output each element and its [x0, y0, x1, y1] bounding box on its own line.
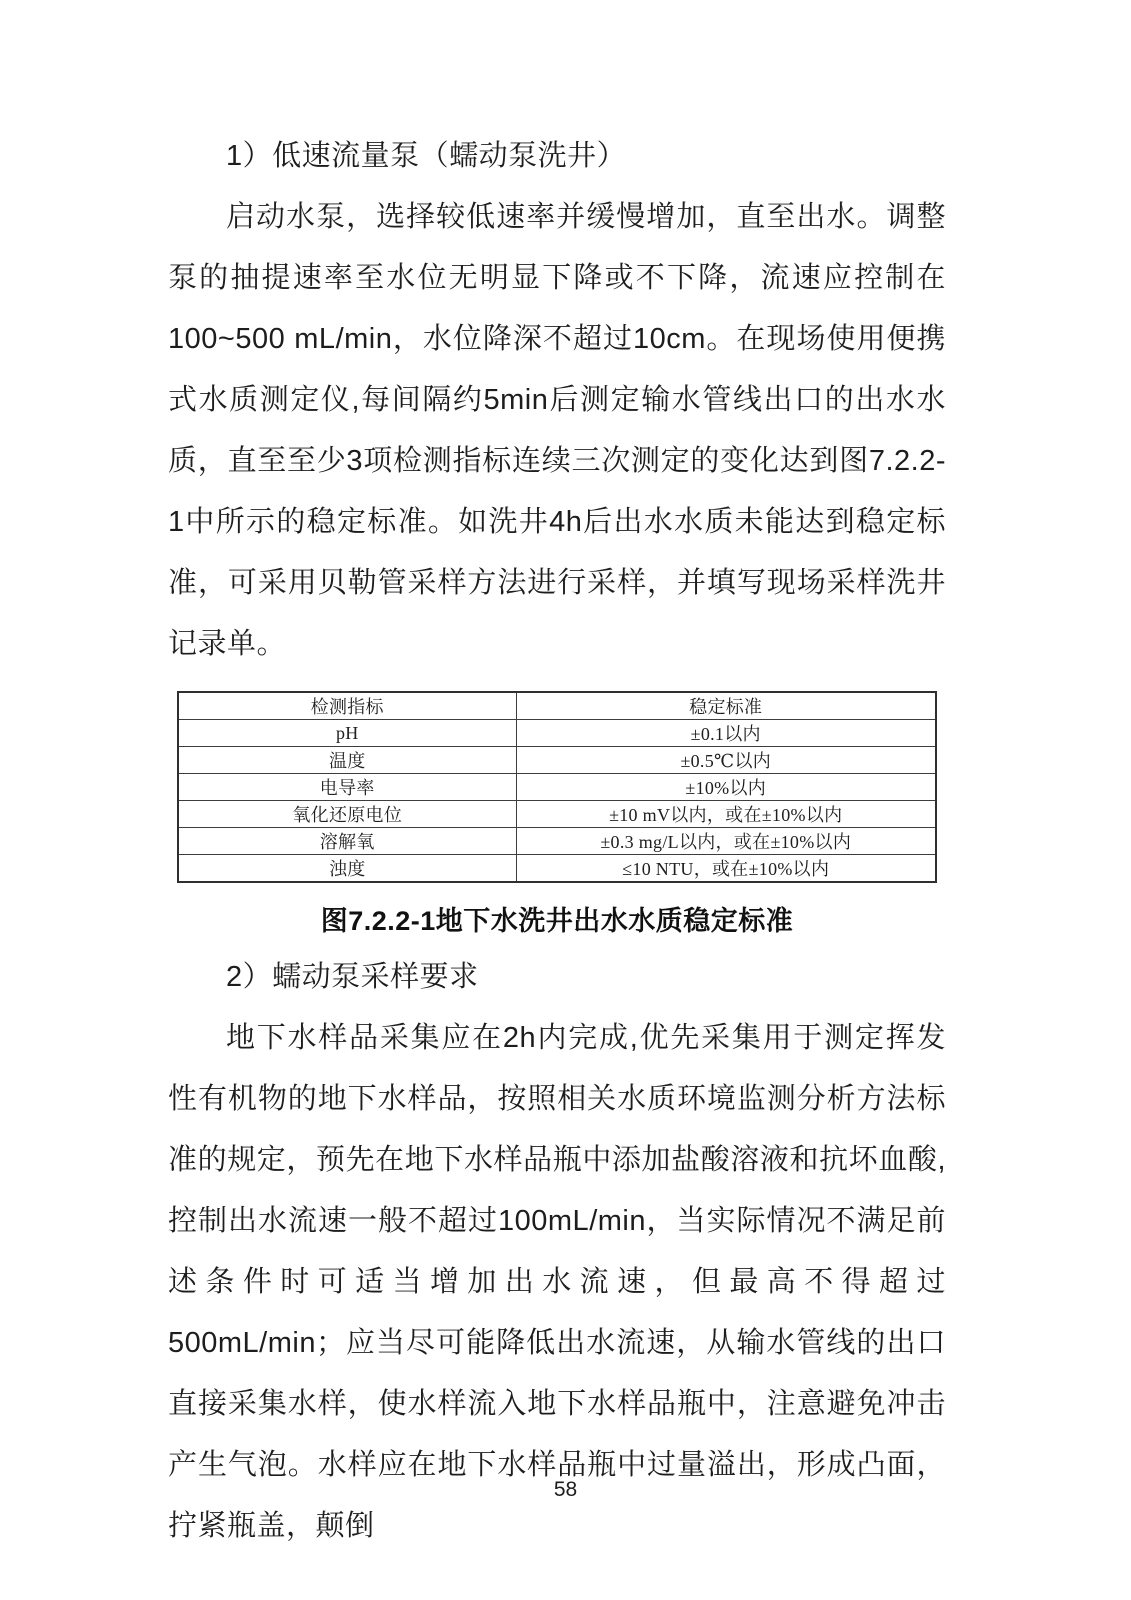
- section-heading-2: 2）蠕动泵采样要求: [226, 961, 479, 993]
- page-number: 58: [553, 1478, 578, 1501]
- table-row-dissolved-oxygen: [178, 828, 936, 855]
- standard-cell: ±10%以内: [516, 774, 936, 801]
- standard-cell: ±10 mV以内，或在±10%以内: [516, 801, 936, 828]
- standard-cell: ±0.5℃以内: [516, 747, 936, 774]
- table-caption: 图7.2.2-1地下水洗井出水水质稳定标准: [320, 906, 794, 936]
- table-row-temperature: [178, 747, 936, 774]
- table-row-orp: [178, 801, 936, 828]
- indicator-cell: 氧化还原电位: [178, 801, 516, 828]
- page-content: [168, 126, 946, 1557]
- table-row-turbidity: [178, 855, 936, 883]
- indicator-cell: 电导率: [178, 774, 516, 801]
- paragraph-sampling-requirements: 地下水样品采集应在2h内完成,优先采集用于测定挥发性有机物的地下水样品，按照相关水质环境监测分析方法标准的规定，预先在地下水样品瓶中添加盐酸溶液和抗坏血酸,控制出水流速一般不超过100mL/min，当实际情况不满足前述条件时可适当增加出水流速，但最高不得超过500mL/min；应当尽可能降低出水流速，从输水管线的出口直接采集水样，使水样流入地下水样品瓶中，注意避免冲击产生气泡。水样应在地下水样品瓶中过量溢出，形成凸面，拧紧瓶盖，颠倒: [168, 1022, 946, 1542]
- table-header-indicator: 检测指标: [178, 692, 516, 720]
- indicator-cell: pH: [178, 720, 516, 747]
- table-row-conductivity: [178, 774, 936, 801]
- stability-criteria-table: [177, 691, 937, 883]
- table-row-ph: [178, 720, 936, 747]
- indicator-cell: 溶解氧: [178, 828, 516, 855]
- standard-cell: ±0.3 mg/L以内，或在±10%以内: [516, 828, 936, 855]
- standard-cell: ±0.1以内: [516, 720, 936, 747]
- paragraph-well-purging: 启动水泵，选择较低速率并缓慢增加，直至出水。调整泵的抽提速率至水位无明显下降或不下降，流速应控制在100~500 mL/min，水位降深不超过10cm。在现场使用便携式水质测定仪,每间隔约5min后测定输水管线出口的出水水质，直至至少3项检测指标连续三次测定的变化达到图7.2.2-1中所示的稳定标准。如洗井4h后出水水质未能达到稳定标准，可采用贝勒管采样方法进行采样，并填写现场采样洗井记录单。: [168, 201, 946, 660]
- indicator-cell: 温度: [178, 747, 516, 774]
- table-header-standard: 稳定标准: [516, 692, 936, 720]
- indicator-cell: 浊度: [178, 855, 516, 883]
- table-header-row: [178, 692, 936, 720]
- section-heading-1: 1）低速流量泵（蠕动泵洗井）: [226, 140, 627, 172]
- standard-cell: ≤10 NTU，或在±10%以内: [516, 855, 936, 883]
